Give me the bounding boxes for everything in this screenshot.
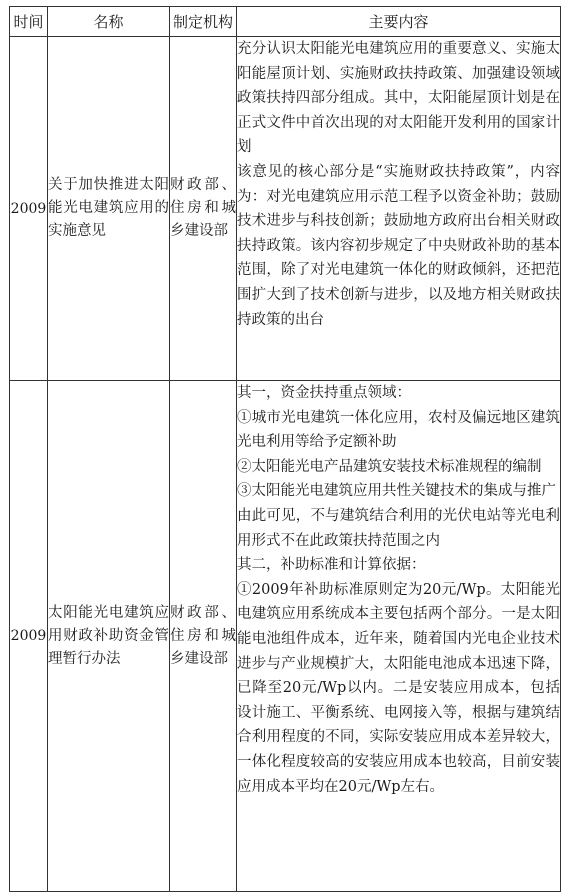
row-main-content [237,37,561,381]
row-organization: 财政部、住房和城乡建设部 [170,381,237,892]
content-paragraph: 其一，资金扶持重点领域： [237,385,411,401]
row-year: 2009 [10,381,48,892]
row-organization: 财政部、住房和城乡建设部 [170,37,237,381]
content-paragraph: 该意见的核心部分是“实施财政扶持政策”，内容为：对光电建筑应用示范工程予以资金补助；鼓励技术进步与科技创新；鼓励地方政府出台相关财政扶持政策。该内容初步规定了中央财政补助的基本范围，除了对光电建筑一体化的财政倾斜，还把范围扩大到了技术创新与进步，以及地方相关财政扶持政策的出台 [237,163,560,328]
row-main-content [237,381,561,892]
content-paragraph: ①2009年补助标准原则定为20元/Wp。太阳能光电建筑应用系统成本主要包括两个部分。一是太阳能电池组件成本，近年来，随着国内光电企业技术进步与产业规模扩大，太阳能电池成本迅速下降，已降至20元/Wp以内。二是安装应用成本，包括设计施工、平衡系统、电网接入等，根据与建筑结合利用程度的不同，实际安装应用成本差异较大，一体化程度较高的安装应用成本也较高，目前安装应用成本平均在20元/Wp左右。 [237,581,560,795]
header-org: 制定机构 [170,7,237,37]
content-paragraph: ①城市光电建筑一体化应用，农村及偏远地区建筑光电利用等给予定额补助 [237,409,560,451]
content-paragraph: 由此可见，不与建筑结合利用的光伏电站等光电利用形式不在此政策扶持范围之内 [237,507,560,549]
header-year: 时间 [10,7,48,37]
table-row [10,37,561,381]
content-paragraph: ③太阳能光电建筑应用共性关键技术的集成与推广 [237,483,556,500]
row-policy-name: 太阳能光电建筑应用财政补助资金管理暂行办法 [48,381,170,892]
row-year: 2009 [10,37,48,381]
policy-table [9,6,561,892]
content-paragraph: 其二，补助标准和计算依据： [237,557,426,574]
row-policy-name: 关于加快推进太阳能光电建筑应用的实施意见 [48,37,170,381]
header-name: 名称 [48,7,170,37]
table-row [10,381,561,892]
content-paragraph: ②太阳能光电产品建筑安装技术标准规程的编制 [237,458,542,475]
content-paragraph: 充分认识太阳能光电建筑应用的重要意义、实施太阳能屋顶计划、实施财政扶持政策、加强建设领域政策扶持四部分组成。其中，太阳能屋顶计划是在正式文件中首次出现的对太阳能开发利用的国家计划 [237,41,560,156]
table-header-row [10,7,561,37]
header-content: 主要内容 [237,7,561,37]
